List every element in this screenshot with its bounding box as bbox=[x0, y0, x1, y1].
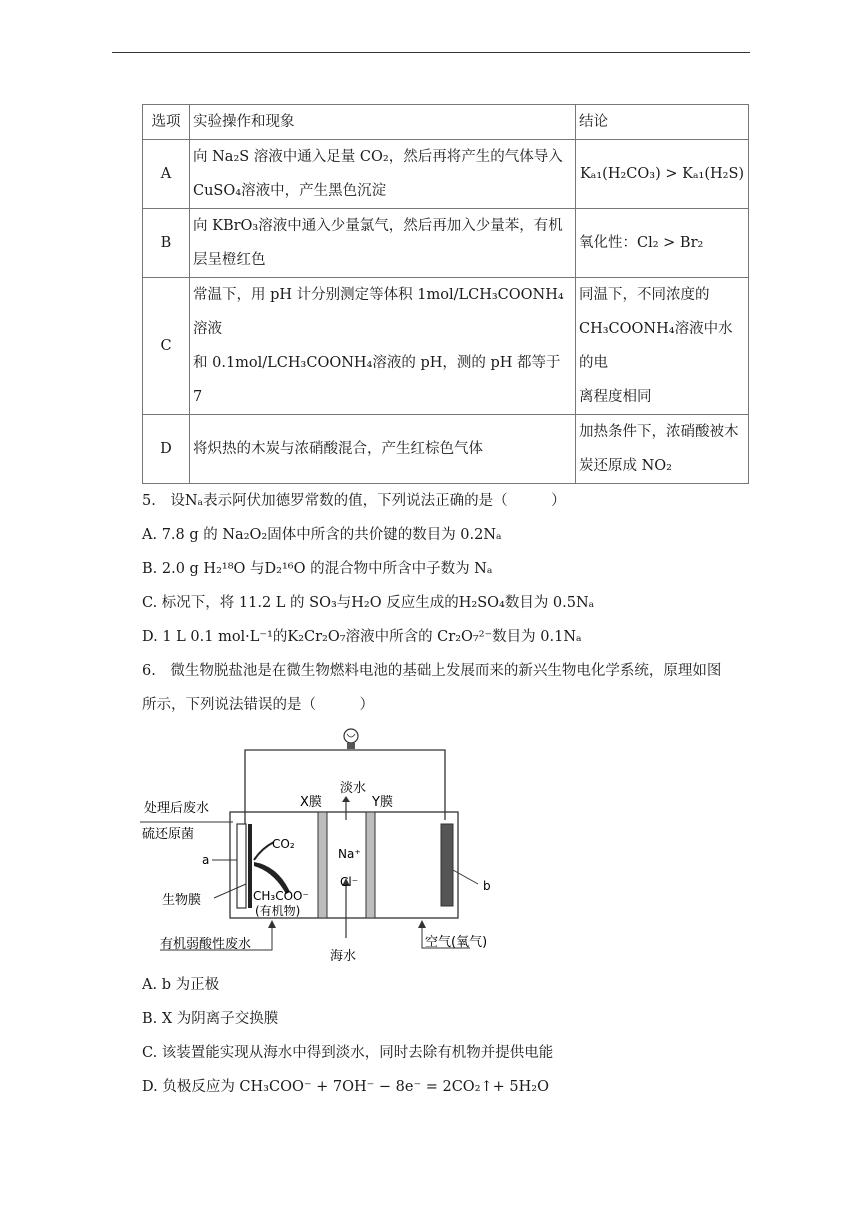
conclusion-line: CH₃COONH₄溶液中水的电 bbox=[579, 321, 733, 371]
x-membrane bbox=[318, 812, 327, 918]
q5-block bbox=[142, 484, 752, 654]
q5-option-b[interactable]: B. 2.0 g H₂¹⁸O 与D₂¹⁶O 的混合物中所含中子数为 Nₐ bbox=[142, 561, 493, 577]
q5-option-c[interactable]: C. 标况下，将 11.2 L 的 SO₃与H₂O 反应生成的H₂SO₄数目为 0.5Nₐ bbox=[142, 595, 595, 611]
label-b: b bbox=[483, 879, 491, 893]
biofilm-layer bbox=[248, 824, 252, 908]
fresh-water-arrowhead-icon bbox=[342, 796, 350, 802]
operation-line: 和 0.1mol/LCH₃COONH₄溶液的 pH，测的 pH 都等于 7 bbox=[193, 355, 561, 405]
label-bacteria: 硫还原菌 bbox=[142, 827, 195, 842]
operation-cell bbox=[190, 209, 576, 278]
q6-stem bbox=[142, 654, 752, 722]
air-inlet-arrowhead-icon bbox=[418, 920, 426, 928]
conclusion-cell bbox=[576, 140, 749, 209]
header-rule bbox=[112, 52, 750, 53]
table-header-row bbox=[143, 105, 749, 140]
label-waste-inlet: 有机弱酸性废水 bbox=[160, 937, 252, 952]
operation-cell bbox=[190, 140, 576, 209]
option-cell: B bbox=[143, 209, 190, 278]
label-x-membrane: X膜 bbox=[300, 795, 322, 810]
q6-option-b[interactable]: B. X 为阴离子交换膜 bbox=[142, 1011, 279, 1027]
header-operation: 实验操作和现象 bbox=[190, 105, 576, 140]
conclusion-cell bbox=[576, 278, 749, 415]
option-cell: D bbox=[143, 415, 190, 484]
experiment-table bbox=[142, 104, 749, 484]
conclusion-line: 加热条件下，浓硝酸被木 bbox=[579, 424, 739, 440]
conclusion-line: 氧化性：Cl₂ > Br₂ bbox=[579, 235, 704, 251]
label-air: 空气(氧气) bbox=[425, 935, 488, 950]
header-conclusion: 结论 bbox=[576, 105, 749, 140]
q5-option-d[interactable]: D. 1 L 0.1 mol·L⁻¹的K₂Cr₂O₇溶液中所含的 Cr₂O₇²⁻数目为 0.1Nₐ bbox=[142, 629, 582, 645]
conclusion-line: 炭还原成 NO₂ bbox=[579, 458, 672, 474]
operation-line: 向 Na₂S 溶液中通入足量 CO₂，然后再将产生的气体导入 bbox=[193, 149, 563, 165]
desalination-cell-diagram bbox=[140, 720, 491, 970]
conclusion-line: 同温下，不同浓度的 bbox=[579, 287, 710, 303]
waste-inlet-arrowhead-icon bbox=[268, 920, 276, 928]
option-cell: A bbox=[143, 140, 190, 209]
label-co2: CO₂ bbox=[272, 837, 295, 851]
electrode-b bbox=[441, 824, 453, 906]
table-row bbox=[143, 278, 749, 415]
label-acetate: CH₃COO⁻ bbox=[253, 889, 309, 903]
label-treated-waste: 处理后废水 bbox=[144, 801, 210, 816]
b-pointer bbox=[453, 870, 478, 884]
q6-option-d[interactable]: D. 负极反应为 CH₃COO⁻ + 7OH⁻ − 8e⁻ = 2CO₂↑+ 5H₂O bbox=[142, 1079, 549, 1095]
q6-option-a[interactable]: A. b 为正极 bbox=[142, 977, 220, 993]
conclusion-line: 离程度相同 bbox=[579, 389, 652, 405]
co2-arrow bbox=[254, 842, 274, 860]
option-cell: C bbox=[143, 278, 190, 415]
table-row bbox=[143, 415, 749, 484]
conclusion-line: Kₐ₁(H₂CO₃) > Kₐ₁(H₂S) bbox=[579, 166, 745, 182]
q6-stem-line: 6. 微生物脱盐池是在微生物燃料电池的基础上发展而来的新兴生物电化学系统，原理如图 bbox=[142, 663, 722, 679]
header-option: 选项 bbox=[143, 105, 190, 140]
q6-stem-line: 所示，下列说法错误的是（ ） bbox=[142, 697, 374, 713]
label-a: a bbox=[202, 853, 210, 867]
operation-cell bbox=[190, 415, 576, 484]
q5-stem: 5. 设Nₐ表示阿伏加德罗常数的值，下列说法正确的是（ ） bbox=[142, 493, 566, 509]
operation-line: CuSO₄溶液中，产生黑色沉淀 bbox=[193, 183, 387, 199]
table-row bbox=[143, 140, 749, 209]
electrode-a bbox=[237, 824, 246, 908]
label-biofilm: 生物膜 bbox=[162, 893, 202, 908]
label-y-membrane: Y膜 bbox=[372, 795, 393, 810]
label-organic: (有机物) bbox=[255, 904, 301, 918]
light-bulb-icon bbox=[344, 729, 358, 749]
table-row bbox=[143, 209, 749, 278]
y-membrane bbox=[366, 812, 375, 918]
operation-line: 将炽热的木炭与浓硝酸混合，产生红棕色气体 bbox=[193, 441, 483, 457]
q5-option-a[interactable]: A. 7.8 g 的 Na₂O₂固体中所含的共价键的数目为 0.2Nₐ bbox=[142, 527, 502, 543]
operation-cell bbox=[190, 278, 576, 415]
q6-option-c[interactable]: C. 该装置能实现从海水中得到淡水，同时去除有机物并提供电能 bbox=[142, 1045, 554, 1061]
label-seawater: 海水 bbox=[330, 949, 357, 964]
label-cl-ion: Cl⁻ bbox=[340, 875, 359, 889]
operation-line: 层呈橙红色 bbox=[193, 252, 266, 268]
label-na-ion: Na⁺ bbox=[338, 847, 361, 861]
operation-line: 向 KBrO₃溶液中通入少量氯气，然后再加入少量苯，有机 bbox=[193, 218, 563, 234]
label-fresh-water: 淡水 bbox=[340, 781, 367, 796]
operation-line: 常温下，用 pH 计分别测定等体积 1mol/LCH₃COONH₄溶液 bbox=[193, 287, 564, 337]
conclusion-cell bbox=[576, 209, 749, 278]
q6-options bbox=[142, 968, 752, 1104]
conclusion-cell bbox=[576, 415, 749, 484]
